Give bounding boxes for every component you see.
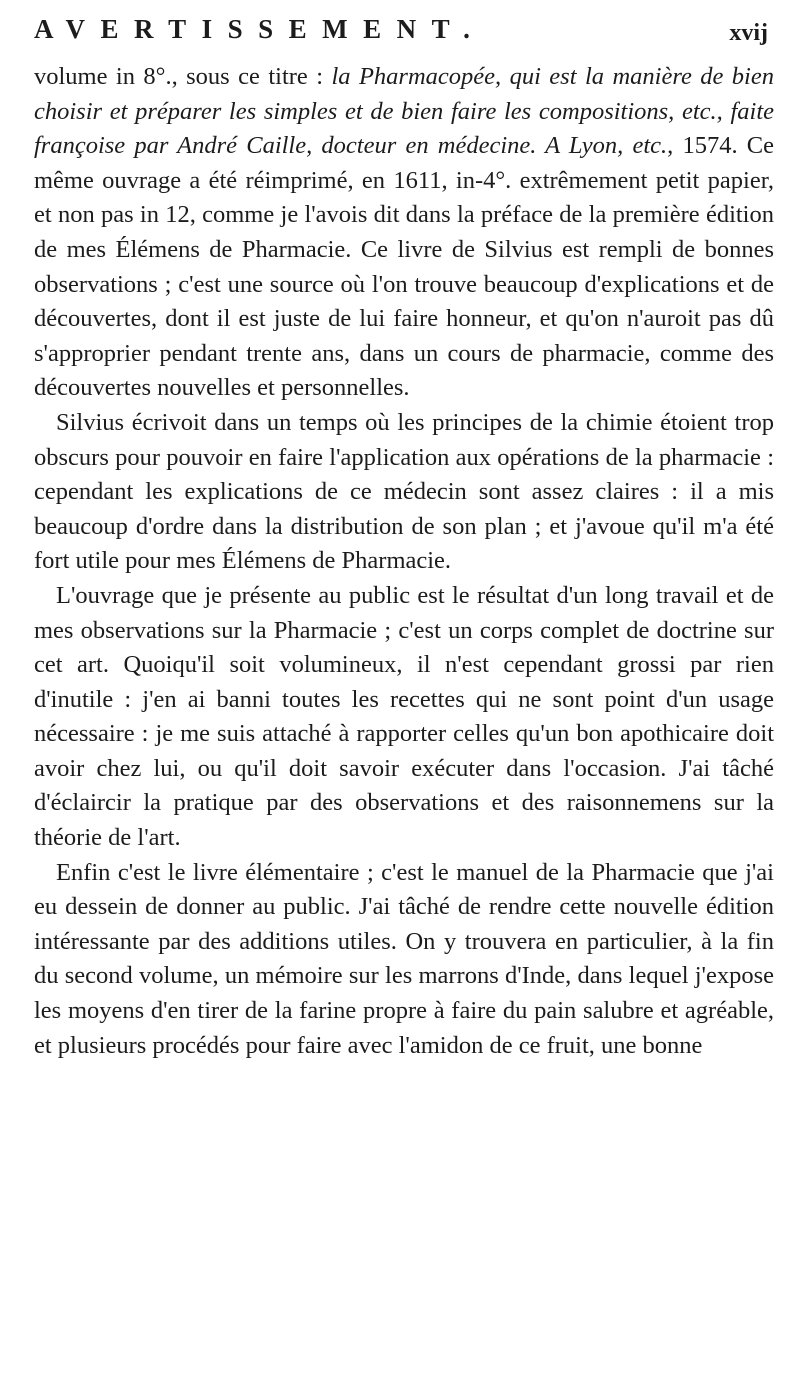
- running-head-title: AVERTISSEMENT.: [34, 14, 486, 44]
- paragraph-3-segment-1: L'ouvrage que je présente au public est le résultat d'un long travail et de mes observations sur la Pharmacie ; c'est un corps complet de doctrine sur cet art. Quoiqu'il soit volumineux, il n'est cependant grossi par rien d'inutile : j'en ai banni toutes les recettes qui ne sont point d'un usage nécessaire : je me suis attaché à rapporter celles qu'un bon apothicaire doit avoir chez lui, ou qu'il doit savoir exécuter dans l'occasion. J'ai tâché d'éclaircir la pratique par des observations et des raisonnemens sur la théorie de l'art.: [34, 581, 774, 852]
- book-page: [34, 0, 774, 1373]
- paragraph-1-segment-1: volume in 8°., sous ce titre :: [34, 63, 332, 90]
- paragraph-1: [34, 60, 774, 406]
- paragraph-1-segment-3: , 1574. Ce même ouvrage a été réimprimé, en 1611, in-4°. extrêmement petit papier, et non pas in 12, comme je l'avois dit dans la préface de la première édition de mes Élémens de Pharmacie. Ce livre de Silvius est rempli de bonnes observations ; c'est une source où l'on trouve beaucoup d'explications et de découvertes, dont il est juste de lui faire honneur, et qu'on n'auroit pas dû s'approprier pendant trente ans, dans un cours de pharmacie, comme des découvertes nouvelles et personnelles.: [34, 132, 774, 402]
- page-number: xvij: [729, 20, 768, 46]
- paragraph-1-segment-2: la Pharmacopée, qui est la manière de bien choisir et préparer les simples et de bien faire les compositions, etc., faite françoise par André Caille, docteur en médecine. A Lyon, etc.: [34, 63, 774, 160]
- paragraph-4-segment-1: Enfin c'est le livre élémentaire ; c'est le manuel de la Pharmacie que j'ai eu dessein de donner au public. J'ai tâché de rendre cette nouvelle édition intéressante par des additions utiles. On y trouvera en particulier, à la fin du second volume, un mémoire sur les marrons d'Inde, dans lequel j'expose les moyens d'en tirer de la farine propre à faire du pain salubre et agréable, et plusieurs procédés pour faire avec l'amidon de ce fruit, une bonne: [34, 858, 774, 1059]
- paragraph-2-segment-1: Silvius écrivoit dans un temps où les principes de la chimie étoient trop obscurs pour pouvoir en faire l'application aux opérations de la pharmacie : cependant les explications de ce médecin sont assez claires : il a mis beaucoup d'ordre dans la distribution de son plan ; et j'avoue qu'il m'a été fort utile pour mes Élémens de Pharmacie.: [34, 408, 774, 575]
- body-text: [34, 60, 774, 1063]
- paragraph-2: [34, 406, 774, 579]
- running-head: [34, 0, 774, 60]
- paragraph-4: [34, 856, 774, 1064]
- paragraph-3: [34, 579, 774, 856]
